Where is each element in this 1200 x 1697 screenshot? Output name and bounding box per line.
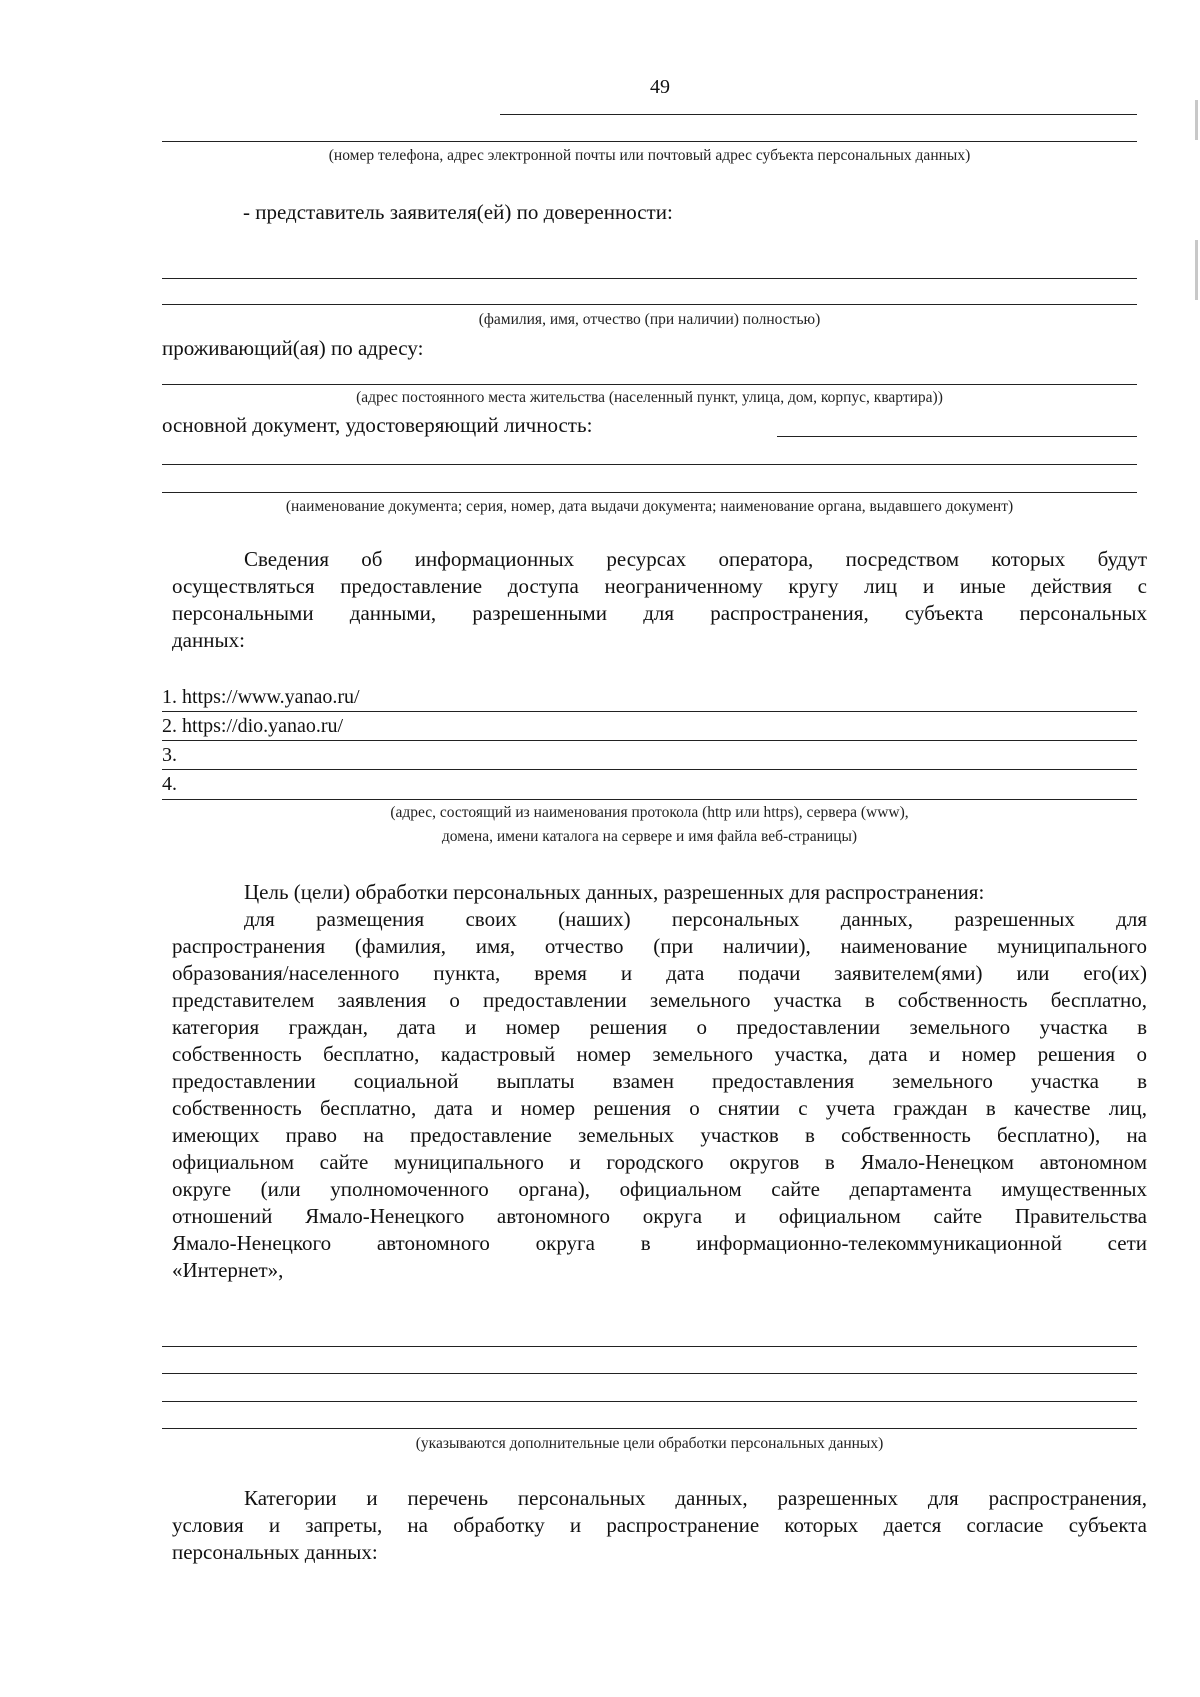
extra-goal-line-2 xyxy=(162,1373,1137,1374)
page-number: 49 xyxy=(650,76,670,98)
purpose-line: собственность бесплатно, кадастровый номер земельного участка, дата и номер решения о xyxy=(172,1042,1147,1066)
id-doc-line-2 xyxy=(162,464,1137,465)
resource-line-2 xyxy=(162,740,1137,741)
info-resources-line: осуществляться предоставление доступа неограниченному кругу лиц и иные действия с xyxy=(172,574,1147,598)
extra-goal-line-4 xyxy=(162,1428,1137,1429)
categories-line: персональных данных: xyxy=(172,1540,378,1564)
purpose-line: категория граждан, дата и номер решения о предоставлении земельного участка в xyxy=(172,1015,1147,1039)
purpose-line: собственность бесплатно, дата и номер решения о снятии с учета граждан в качестве лиц, xyxy=(172,1096,1147,1120)
info-resources-paragraph xyxy=(172,546,1147,654)
top-line-1 xyxy=(500,114,1137,115)
scan-edge-mark xyxy=(1195,100,1198,140)
resource-item: 1. https://www.yanao.ru/ xyxy=(162,686,360,708)
info-resources-line: персональными данными, разрешенными для распространения, субъекта персональных xyxy=(172,601,1147,625)
categories-paragraph xyxy=(172,1485,1147,1566)
extra-goal-line-1 xyxy=(162,1346,1137,1347)
purpose-line: для размещения своих (наших) персональных данных, разрешенных для xyxy=(244,907,1147,931)
scan-edge-mark xyxy=(1195,240,1198,300)
purpose-line: «Интернет», xyxy=(172,1258,284,1282)
purpose-line: Ямало-Ненецкого автономного округа в информационно-телекоммуникационной сети xyxy=(172,1231,1147,1255)
info-resources-line: Сведения об информационных ресурсах оператора, посредством которых будут xyxy=(244,547,1147,571)
purpose-line: предоставлении социальной выплаты взамен предоставления земельного участка в xyxy=(172,1069,1147,1093)
purpose-line: официальном сайте муниципального и городского округов в Ямало-Ненецком автономном xyxy=(172,1150,1147,1174)
info-resources-line: данных: xyxy=(172,628,245,652)
document-caption: (наименование документа; серия, номер, дата выдачи документа; наименование органа, выдавшего документ) xyxy=(285,498,1014,515)
id-doc-label: основной документ, удостоверяющий личность: xyxy=(162,413,593,437)
categories-line: Категории и перечень персональных данных, разрешенных для распространения, xyxy=(244,1486,1147,1510)
contacts-caption: (номер телефона, адрес электронной почты или почтовый адрес субъекта персональных данных) xyxy=(328,147,971,164)
fio-caption: (фамилия, имя, отчество (при наличии) полностью) xyxy=(478,311,821,328)
url-caption-line-1: (адрес, состоящий из наименования протокола (http или https), сервера (www), xyxy=(390,804,909,821)
contacts-line xyxy=(162,141,1137,142)
purpose-line: распространения (фамилия, имя, отчество (при наличии), наименование муниципального xyxy=(172,934,1147,958)
address-line xyxy=(162,384,1137,385)
id-doc-line-3 xyxy=(162,492,1137,493)
url-caption-line-2: домена, имени каталога на сервере и имя файла веб-страницы) xyxy=(441,828,858,845)
extra-goals-caption: (указываются дополнительные цели обработки персональных данных) xyxy=(415,1435,884,1452)
purpose-line: отношений Ямало-Ненецкого автономного округа и официальном сайте Правительства xyxy=(172,1204,1147,1228)
resource-line-4 xyxy=(162,799,1137,800)
resource-item: 2. https://dio.yanao.ru/ xyxy=(162,715,344,737)
resource-line-1 xyxy=(162,711,1137,712)
representative-label: - представитель заявителя(ей) по доверенности: xyxy=(243,200,673,224)
address-caption: (адрес постоянного места жительства (населенный пункт, улица, дом, корпус, квартира)) xyxy=(356,389,943,406)
resource-item: 3. xyxy=(162,744,177,766)
extra-goal-line-3 xyxy=(162,1401,1137,1402)
id-doc-line-1 xyxy=(777,436,1137,437)
purpose-line: представителем заявления о предоставлении земельного участка в собственность бесплатно, xyxy=(172,988,1147,1012)
purpose-line: образования/населенного пункта, время и дата подачи заявителем(ями) или его(их) xyxy=(172,961,1147,985)
resource-line-3 xyxy=(162,769,1137,770)
purpose-line: имеющих право на предоставление земельных участков в собственность бесплатно), на xyxy=(172,1123,1147,1147)
purpose-heading: Цель (цели) обработки персональных данных, разрешенных для распространения: xyxy=(244,880,985,904)
purpose-line: округе (или уполномоченного органа), официальном сайте департамента имущественных xyxy=(172,1177,1147,1201)
representative-line-2 xyxy=(162,304,1137,305)
purpose-paragraph xyxy=(172,906,1147,1284)
residing-label: проживающий(ая) по адресу: xyxy=(162,336,424,360)
categories-line: условия и запреты, на обработку и распространение которых дается согласие субъекта xyxy=(172,1513,1147,1537)
resource-item: 4. xyxy=(162,773,177,795)
representative-line-1 xyxy=(162,278,1137,279)
